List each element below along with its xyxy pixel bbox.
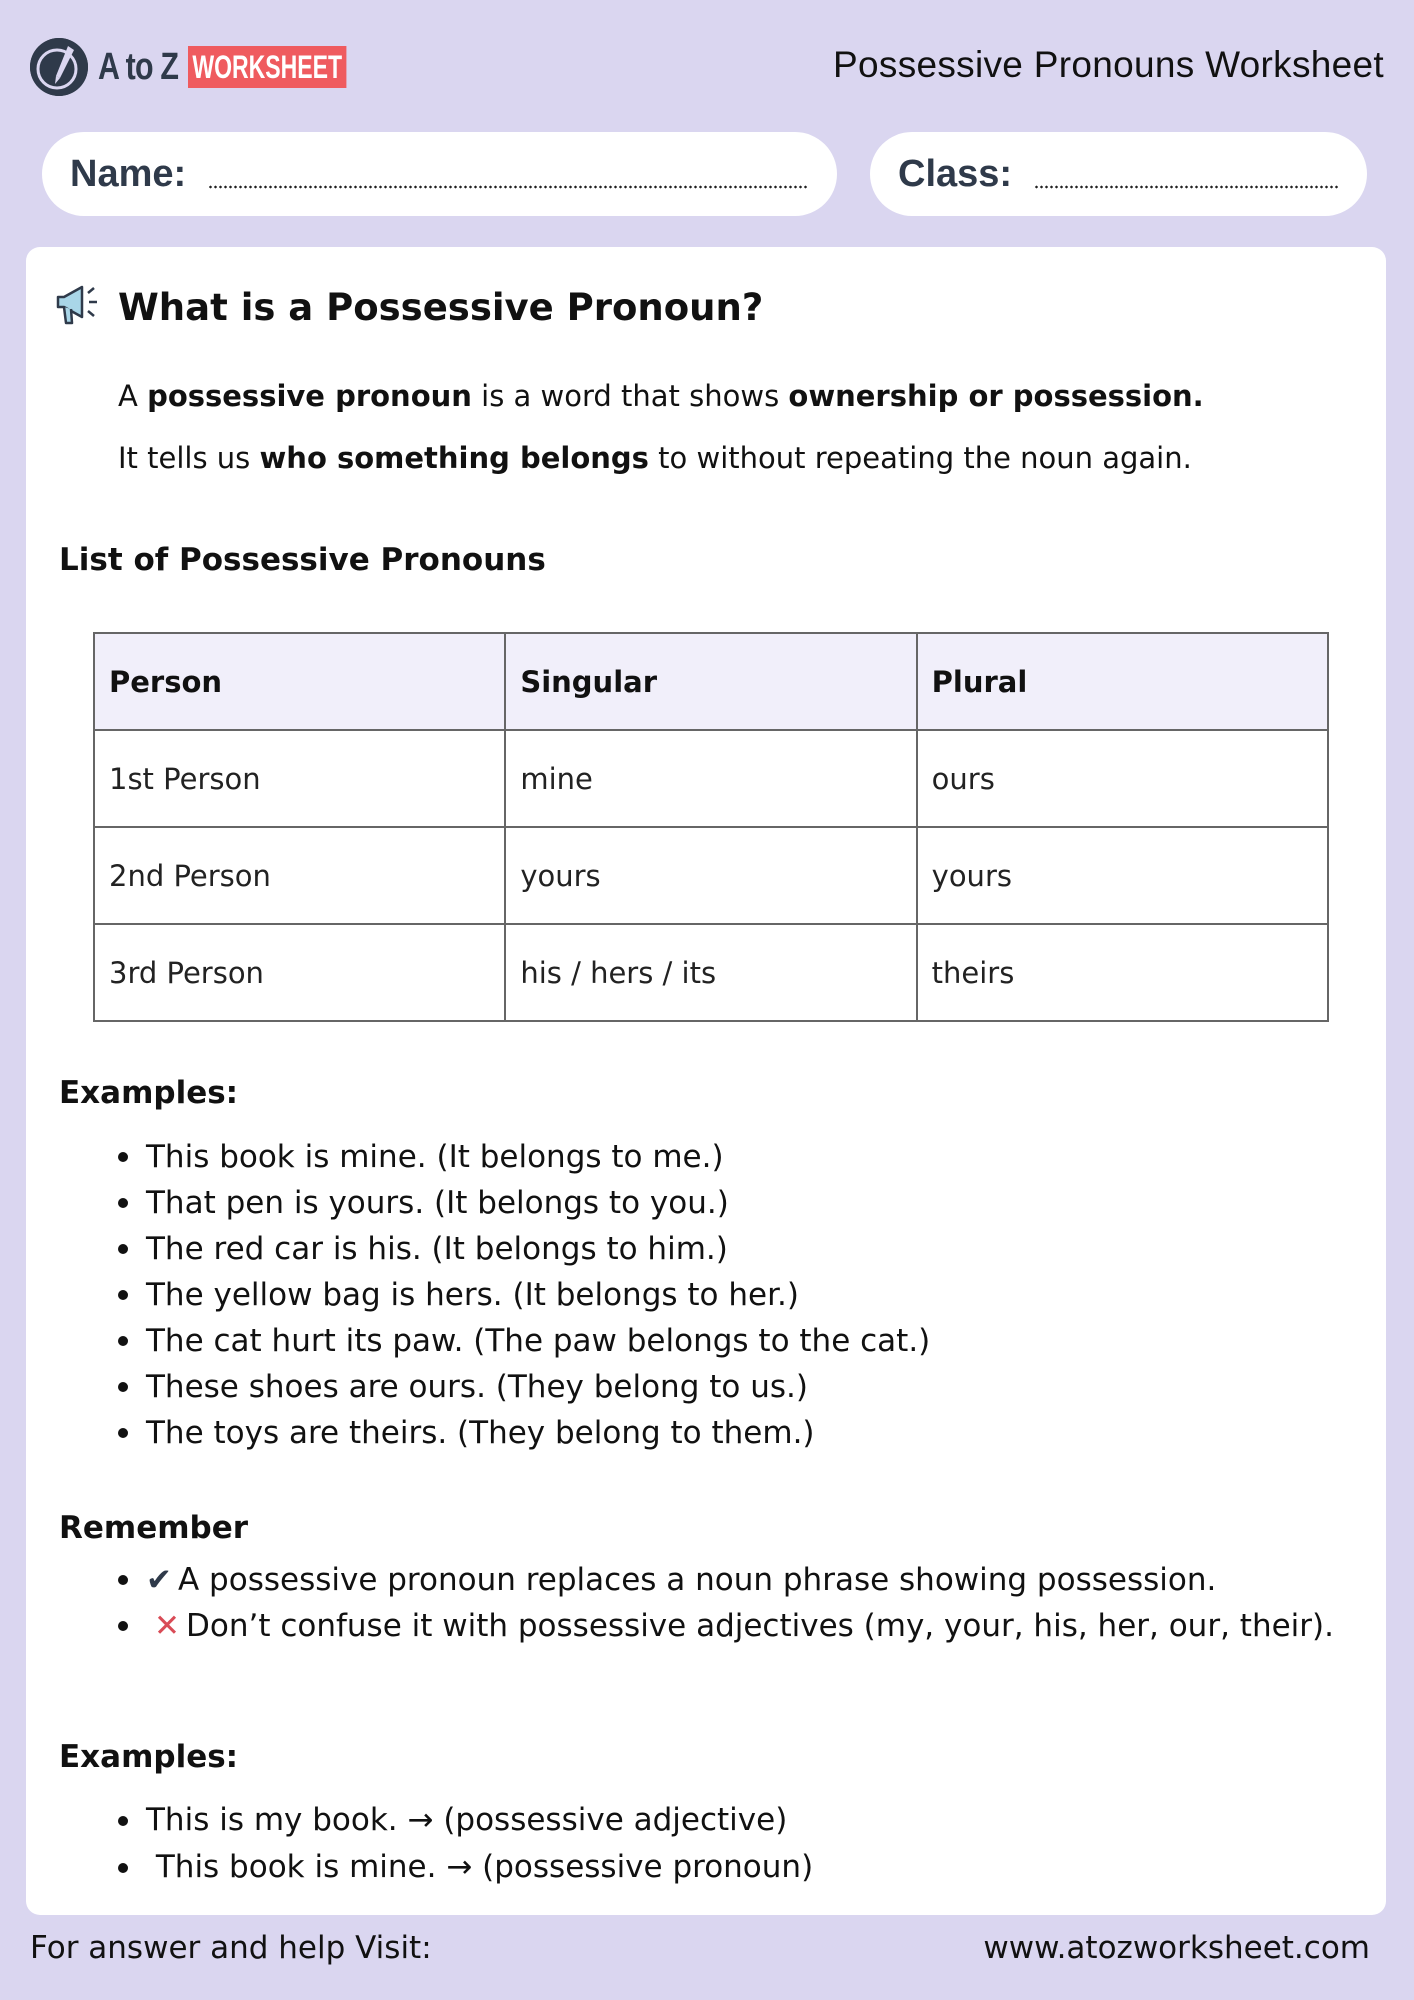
list-item: This book is mine. → (possessive pronoun) (118, 1844, 813, 1891)
table-row (94, 924, 1328, 1021)
table-cell: 2nd Person (94, 827, 505, 924)
pen-nib-circle-icon (30, 38, 88, 96)
table-cell: ours (917, 730, 1328, 827)
footer-help-text: For answer and help Visit: (30, 1930, 432, 1966)
cross-icon: ✕ (154, 1608, 180, 1644)
class-field[interactable] (870, 132, 1367, 216)
bold-term: who something belongs (259, 441, 649, 475)
table-cell: 3rd Person (94, 924, 505, 1021)
list-item: This book is mine. (It belongs to me.) (118, 1134, 930, 1180)
list-item (118, 1603, 1348, 1649)
table-cell: yours (505, 827, 916, 924)
class-dotted-line[interactable] (1034, 185, 1339, 189)
text-run: A (118, 379, 148, 413)
intro-heading-row (54, 283, 763, 331)
list-item: That pen is yours. (It belongs to you.) (118, 1180, 930, 1226)
pronoun-table (93, 632, 1329, 1022)
text-run: It tells us (118, 441, 260, 475)
class-label: Class: (898, 152, 1013, 195)
table-row (94, 730, 1328, 827)
table-header-row (94, 633, 1328, 730)
remember-list (118, 1557, 1348, 1649)
remember-text: A possessive pronoun replaces a noun phrase showing possession. (177, 1562, 1217, 1598)
table-row (94, 827, 1328, 924)
definition-text (118, 365, 1204, 489)
column-header-singular: Singular (505, 633, 916, 730)
list-item: This is my book. → (possessive adjective) (118, 1797, 813, 1844)
table-cell: yours (917, 827, 1328, 924)
check-icon: ✔ (146, 1562, 172, 1598)
definition-line-2 (118, 427, 1204, 489)
table-cell: 1st Person (94, 730, 505, 827)
table-cell: theirs (917, 924, 1328, 1021)
footer-website-link[interactable]: www.atozworksheet.com (983, 1930, 1370, 1966)
list-heading: List of Possessive Pronouns (59, 542, 546, 578)
name-dotted-line[interactable] (208, 185, 809, 189)
list-item: The cat hurt its paw. (The paw belongs to the cat.) (118, 1318, 930, 1364)
text-run: is a word that shows (471, 379, 789, 413)
intro-heading: What is a Possessive Pronoun? (118, 285, 764, 329)
list-item: The toys are theirs. (They belong to them.) (118, 1410, 930, 1456)
examples-heading: Examples: (59, 1075, 239, 1111)
definition-line-1 (118, 365, 1204, 427)
examples-list (118, 1134, 930, 1456)
list-item: The yellow bag is hers. (It belongs to her.) (118, 1272, 930, 1318)
logo-badge: WORKSHEET (188, 46, 346, 88)
table-cell: mine (505, 730, 916, 827)
name-field[interactable] (42, 132, 837, 216)
examples2-list (118, 1797, 813, 1891)
table-cell: his / hers / its (505, 924, 916, 1021)
remember-heading: Remember (59, 1510, 249, 1546)
list-item: These shoes are ours. (They belong to us.) (118, 1364, 930, 1410)
column-header-plural: Plural (917, 633, 1328, 730)
text-run: to without repeating the noun again. (648, 441, 1192, 475)
remember-text: Don’t confuse it with possessive adjectives (my, your, his, her, our, their). (185, 1608, 1334, 1644)
bold-term: ownership or possession. (788, 379, 1204, 413)
examples2-heading: Examples: (59, 1739, 239, 1775)
name-label: Name: (70, 152, 187, 195)
content-card (26, 247, 1386, 1915)
bold-term: possessive pronoun (147, 379, 472, 413)
column-header-person: Person (94, 633, 505, 730)
megaphone-icon (54, 283, 102, 331)
worksheet-title: Possessive Pronouns Worksheet (833, 44, 1384, 85)
list-item (118, 1557, 1348, 1603)
brand-logo[interactable] (30, 38, 408, 96)
list-item: The red car is his. (It belongs to him.) (118, 1226, 930, 1272)
logo-text: A to Z (98, 45, 179, 88)
